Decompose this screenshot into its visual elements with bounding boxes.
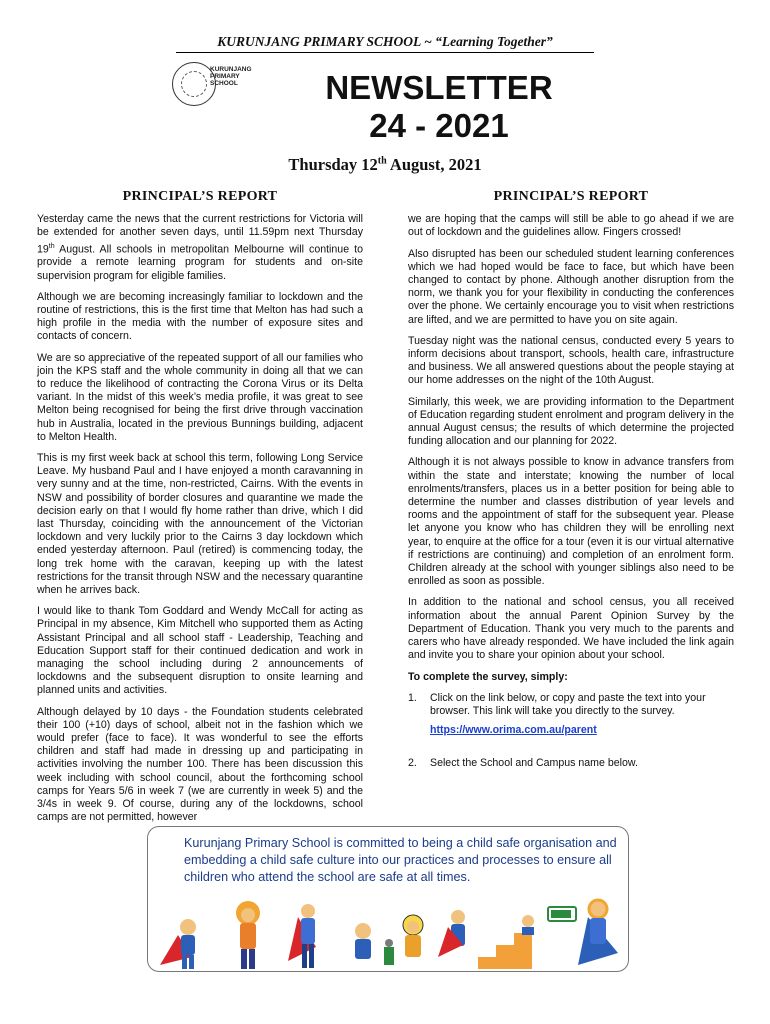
paragraph: I would like to thank Tom Goddard and Wendy McCall for acting as Principal in my absence, Kim Mitchell who supported them as Acting Assistant Principal and all school staff - Leadership, Teaching and Education Support staff for their continued dedication and work in managing the school including during 2 announcements of lockdowns and the subsequent disruption to onsite learning and planned units and activities.	[37, 605, 363, 697]
header-divider	[176, 52, 594, 53]
newsletter-title: NEWSLETTER	[325, 69, 553, 106]
survey-step: 2. Select the School and Campus name below.	[408, 757, 638, 770]
kid-figure-6-icon	[438, 910, 465, 957]
superhero-kids-illustration	[148, 887, 628, 971]
child-safe-banner	[147, 826, 629, 972]
right-column	[408, 190, 734, 777]
paragraph: Yesterday came the news that the current restrictions for Victoria will be extended for another seven days, until 11.59pm next Thursday 19th August. All schools in metropolitan Melbourne will continue to provide a remote learning program for students and on-site supervision program for eligible families.	[37, 213, 363, 282]
survey-link[interactable]: https://www.orima.com.au/parent	[430, 724, 597, 737]
paragraph: we are hoping that the camps will still be able to go ahead if we are out of lockdown and the guidelines allow. Fingers crossed!	[408, 213, 734, 239]
survey-heading: To complete the survey, simply:	[408, 670, 568, 683]
school-motto-line: KURUNJANG PRIMARY SCHOOL ~ “Learning Together”	[217, 34, 553, 49]
battery-icon	[548, 907, 576, 921]
section-heading: PRINCIPAL’S REPORT	[122, 189, 278, 204]
logo-lettering: KURUNJANG PRIMARY SCHOOL	[210, 66, 252, 87]
paragraph: This is my first week back at school this term, following Long Service Leave. My husband Paul and I have enjoyed a month caravanning in very sunny and at the time, non-restricted, Cairns. With the events in NSW and possibility of border closures and quarantine we made the decision early on that I would fly home rather than drive, which I did last Thursday, coinciding with the announcement of the Victorian lockdown and very luckily prior to the Cairns 3 day lockdown which ended yesterday afternoon. Paul (retired) is commencing today, the long trek home with the caravan, keeping up with the latest restrictions for the transit through NSW and the necessary quarantine when he arrives back.	[37, 451, 363, 597]
kid-figure-2-icon	[236, 901, 260, 969]
paragraph: Tuesday night was the national census, conducted every 5 years to inform decisions about transport, schools, health care, infrastructure and business. We all answered questions about the people staying at our home addresses on the night of the 10th August.	[408, 334, 734, 387]
paragraph: In addition to the national and school census, you all received information about the annual Parent Opinion Survey by the Department of Education. Thank you very much to the parents and carers who have already responded. We have included the link again and invite you to share your opinion about your school.	[408, 596, 734, 662]
kid-figure-5-icon	[403, 915, 423, 957]
paragraph: Although delayed by 10 days - the Foundation students celebrated their 100 (+10) days of school, albeit not in the fashion which we would prefer (face to face). It was wonderful to see the efforts children and staff had made in dressing up and participating in activities involving the number 100. There has been discussion this week including with school council, about the forthcoming school camps for Years 5/6 in week 7 (we are currently in week 5) and the 3/4s in week 9. Of course, during any of the lockdowns, school camps are not permitted, however	[37, 705, 363, 824]
kid-figure-7-icon	[578, 900, 618, 965]
child-safe-statement: Kurunjang Primary School is committed to being a child safe organisation and embedding a child safe culture into our practices and processes to ensure all children who attend the school are safe at all times.	[184, 836, 617, 884]
kid-figure-4-icon	[355, 923, 394, 965]
paragraph: Although we are becoming increasingly familiar to lockdown and the routine of restrictions, this is the first time that Melton has had such a high profile in the media with the number of exposure sites and contacts of concern.	[37, 290, 363, 343]
survey-step: 1. Click on the link below, or copy and paste the text into your browser. This link will take you directly to the survey. https://www.orima.com.au/parent	[408, 692, 734, 752]
stairs-icon	[478, 915, 534, 969]
newsletter-issue: 24 - 2021	[369, 107, 509, 144]
section-heading: PRINCIPAL’S REPORT	[493, 189, 649, 204]
paragraph: We are so appreciative of the repeated support of all our families who join the KPS staff and the whole community in doing all that we can to reduce the likelihood of contracting the Corona Virus or its Delta variant. In the midst of this week’s media profile, it was great to see Melton being recognised for being the first drive through vaccination hub in Australia, located in the previous Bunnings building, adjacent to Melton Health.	[37, 351, 363, 443]
paragraph: Also disrupted has been our scheduled student learning conferences which we had hoped would be face to face, but which have been changed to contact by phone. Although another disruption from the norm, we thank you for your flexibility in conducting the conferences over the phone. We certainly encourage you to visit when restrictions are lifted, and we are permitted to have you on site again.	[408, 247, 734, 326]
left-column	[37, 190, 363, 832]
kid-figure-3-icon	[288, 904, 316, 968]
kid-figure-1-icon	[160, 919, 196, 969]
paragraph: Similarly, this week, we are providing information to the Department of Education regarding student enrolment and program delivery in the annual August census; the results of which determine the projected funding allocation and our planning for 2022.	[408, 395, 734, 448]
paragraph: Although it is not always possible to know in advance transfers from within the state and interstate; knowing the number of local enrolments/transfers, places us in a better position for being able to determine the number and classes distribution of year levels and rooms and the appointment of staff for the subsequent year. Please let anyone you know who has children they will be enrolling next year, to enquire at the office for a tour (even it is our virtual alternative if restrictions are continuing) and completion of an enrolment form. Children already at the school with younger siblings also need to be enrolled as soon as possible.	[408, 456, 734, 588]
newsletter-date: Thursday 12th August, 2021	[288, 155, 482, 174]
